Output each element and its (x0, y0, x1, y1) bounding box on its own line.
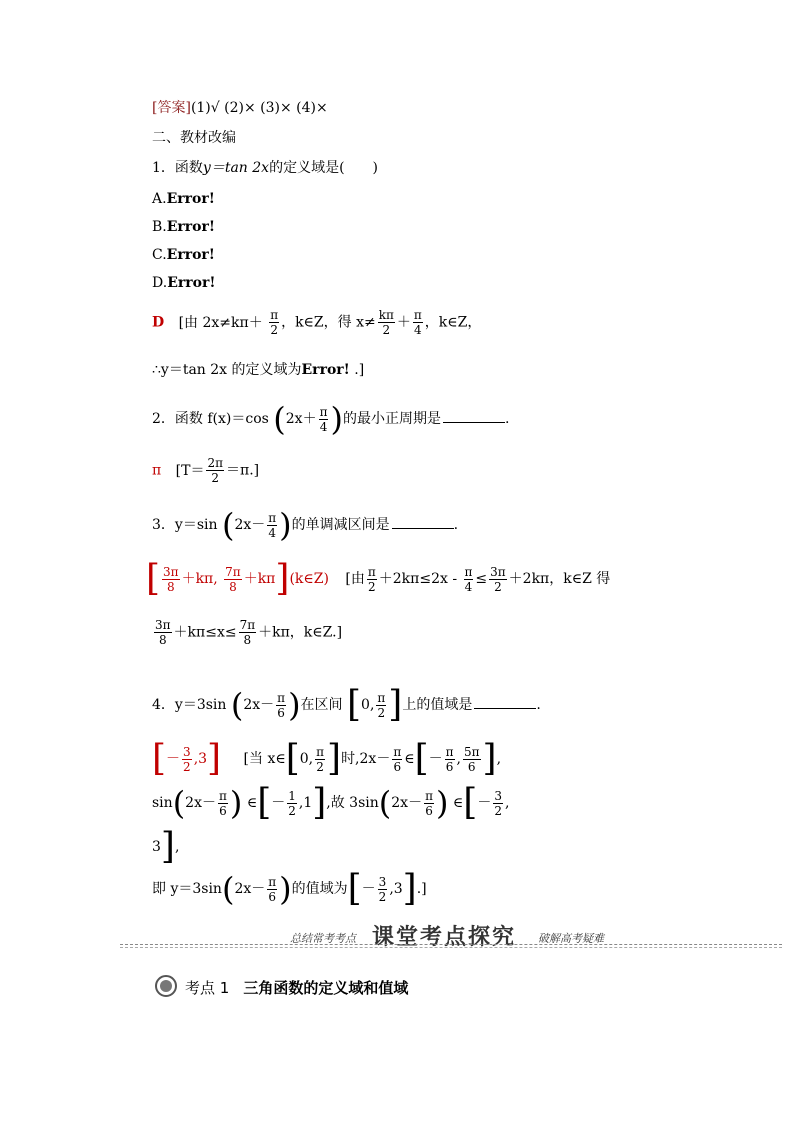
q1-answer-letter: D (152, 314, 165, 331)
q1-option-d: D.Error! (152, 275, 216, 291)
q4-stem: 4．y＝3sin (2x－ $\frac{\pi}{6}$ )在区间 [0, $\frac{\pi}{2}$ ]上的值域是 . (152, 684, 541, 725)
q4-answer: [－ $\frac{3}{2}$ ,3] (152, 738, 222, 779)
q2-solution: π [T＝ $\frac{2\pi}{2}$ ＝π.] (152, 456, 260, 485)
q4-solution-line1: [－ $\frac{3}{2}$ ,3] [当 x∈[0, $\frac{\pi}{2}$ ]时,2x－ $\frac{\pi}{6}$ ∈[－ $\frac{\pi}{6}$ , $\frac{5\pi}{6}$ ], (152, 738, 502, 779)
q1-solution-line2: ∴y＝tan 2x 的定义域为Error! .] (152, 362, 365, 378)
kaodian-title: 三角函数的定义域和值域 (243, 979, 409, 997)
banner-divider (120, 944, 782, 945)
q4-solution-line4: 即 y＝3sin(2x－ $\frac{\pi}{6}$ )的值域为[－ $\frac{3}{2}$ ,3].] (152, 868, 427, 909)
kaodian-heading (185, 977, 408, 998)
q3-solution-line1: [ $\frac{3\pi}{8}$ ＋kπ, $\frac{7\pi}{8}$ ＋kπ](k∈Z) [由 $\frac{\pi}{2}$ ＋2kπ≤2x - $\frac{\pi}{4}$ ≤ $\frac{3\pi}{2}$ ＋2kπ，k∈Z 得 (146, 558, 611, 599)
answer-line: [答案](1)√ (2)× (3)× (4)× (152, 100, 328, 116)
answer-label: 答案 (157, 100, 186, 116)
banner-right-text: 破解高考疑难 (538, 932, 604, 945)
q1-option-b: B.Error! (152, 219, 216, 235)
q1-stem: 1．函数y＝tan 2x的定义域是( ) (152, 160, 379, 176)
q2-answer: π (152, 462, 162, 479)
banner-title: 课堂考点探究 (372, 925, 517, 950)
q4-solution-line2: sin(2x－ $\frac{\pi}{6}$ ) ∈[－ $\frac{1}{2}$ ,1],故 3sin(2x－ $\frac{\pi}{6}$ ) ∈[－ $\frac{3}{2}$ , (152, 782, 510, 823)
kaodian-label: 考点 1 (185, 979, 230, 997)
answer-items: (1)√ (2)× (3)× (4)× (190, 100, 328, 116)
q4-solution-line3: 3], (152, 826, 180, 867)
q3-answer: [ $\frac{3\pi}{8}$ ＋kπ, $\frac{7\pi}{8}$ ＋kπ](k∈Z) (146, 558, 329, 599)
q2-stem: 2．函数 f(x)＝cos (2x＋ $\frac{\pi}{4}$ )的最小正周期是 . (152, 400, 510, 438)
section-title: 二、教材改编 (152, 130, 236, 146)
banner-divider-2 (120, 947, 782, 948)
q1-solution-line1: D [由 2x≠kπ＋ $\frac{\pi}{2}$ ，k∈Z，得 x≠ $\frac{k\pi}{2}$ ＋ $\frac{\pi}{4}$ ，k∈Z， (152, 308, 482, 337)
q3-stem: 3．y＝sin (2x－ $\frac{\pi}{4}$ )的单调减区间是 . (152, 506, 459, 544)
banner-left-text: 总结常考考点 (290, 932, 356, 945)
kaodian-circle-icon (155, 975, 177, 997)
q1-option-a: A.Error! (152, 191, 215, 207)
q1-option-c: C.Error! (152, 247, 215, 263)
section-banner (0, 920, 794, 950)
q3-solution-line2: $\frac{3\pi}{8}$ ＋kπ≤x≤ $\frac{7\pi}{8}$ ＋kπ，k∈Z.] (155, 618, 343, 647)
